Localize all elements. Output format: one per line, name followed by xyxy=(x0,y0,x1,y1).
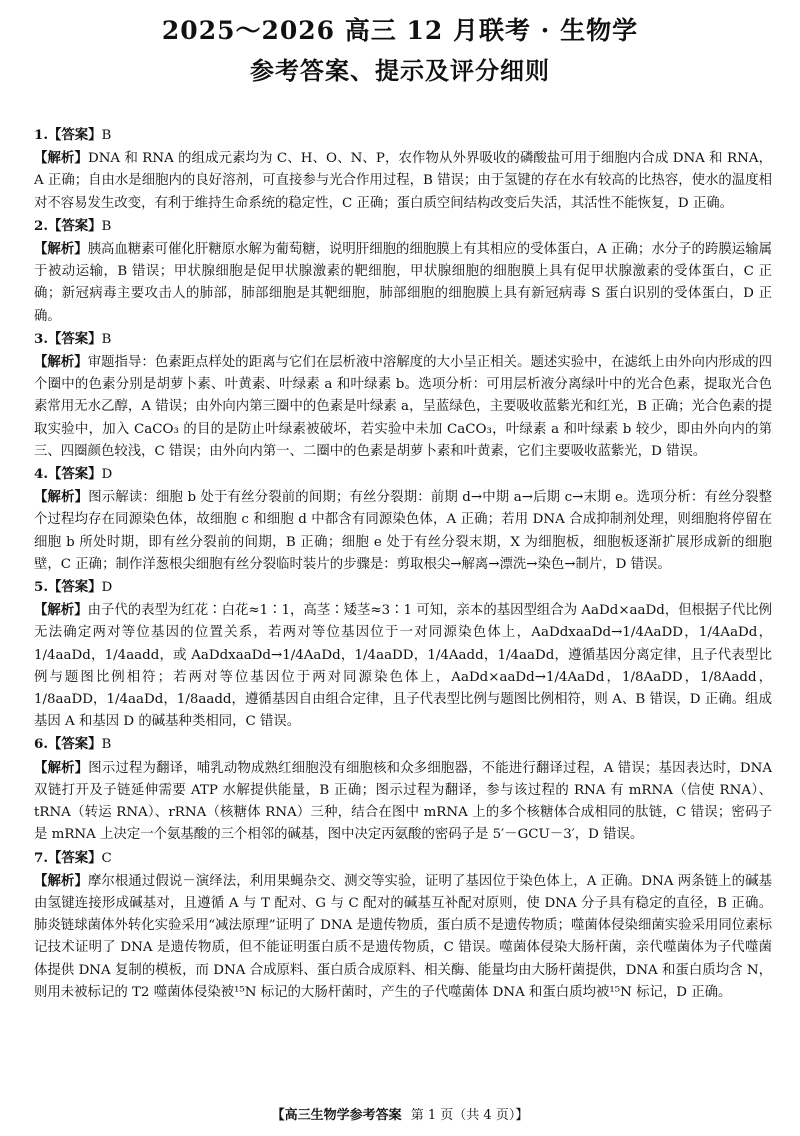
answer-label: 【答案】 xyxy=(47,849,102,866)
analysis-label: 【解析】 xyxy=(34,489,89,506)
exam-title: 2025～2026 高三 12 月联考 · 生物学 xyxy=(161,16,639,45)
answer-label: 【答案】 xyxy=(47,127,102,143)
question-7 xyxy=(34,847,772,1004)
analysis-label: 【解析】 xyxy=(34,150,88,167)
question-4 xyxy=(34,463,772,576)
analysis-text: 图示解读：细胞 b 处于有丝分裂前的间期；有丝分裂期：前期 d→中期 a→后期 c→末期 e。选项分析：有丝分裂整个过程均存在同源染色体，故细胞 c 和细胞 d 中都含有同源染色体，A 正确；若用 DNA 合成抑制剂处理，则细胞将停留在细胞 b 所处时期，即有丝分裂前的间期，B 正确；细胞 e 处于有丝分裂末期，X 为细胞板，细胞板逐渐扩展形成新的细胞壁，C 正确；制作洋葱根尖细胞有丝分裂临时装片的步骤是：剪取根尖→解离→漂洗→染色→制片，D 错误。 xyxy=(34,490,773,572)
analysis-label: 【解析】 xyxy=(34,354,88,371)
question-number: 3. xyxy=(34,330,48,347)
answer-value: B xyxy=(101,128,112,143)
question-number: 2. xyxy=(34,217,48,234)
analysis-text: DNA 和 RNA 的组成元素均为 C、H、O、N、P，农作物从外界吸收的磷酸盐可用于细胞内合成 DNA 和 RNA，A 正确；自由水是细胞内的良好溶剂，可直接参与光合作用过程，B 错误；由于氢键的存在水有较高的比热容，使水的温度相对不容易发生改变，有利于维持生命系统的稳定性，C 正确；蛋白质空间结构改变后失活，其活性不能恢复，D 正确。 xyxy=(34,151,772,211)
question-2 xyxy=(34,215,772,328)
question-1 xyxy=(34,124,772,215)
answer-label: 【答案】 xyxy=(47,330,102,347)
answer-body xyxy=(34,124,772,1004)
analysis-text: 图示过程为翻译，哺乳动物成熟红细胞没有细胞核和众多细胞器，不能进行翻译过程，A 错误；基因表达时，DNA 双链打开及子链延伸需要 ATP 水解提供能量，B 正确；图示过程为翻译，参与该过程的 RNA 有 mRNA（信使 RNA）、tRNA（转运 RNA）、rRNA（核糖体 RNA）三种，结合在图中 mRNA 上的多个核糖体合成相同的肽链，C 错误；密码子是 mRNA 上决定一个氨基酸的三个相邻的碱基，图中决定丙氨酸的密码子是 5′－GCU－3′，D 错误。 xyxy=(34,760,773,843)
exam-subtitle: 参考答案、提示及评分细则 xyxy=(250,56,550,85)
answer-value: B xyxy=(101,737,112,753)
answer-value: C xyxy=(101,850,112,866)
question-number: 6. xyxy=(34,736,48,753)
question-3 xyxy=(34,328,772,463)
question-number: 1. xyxy=(34,127,48,143)
answer-value: D xyxy=(101,580,113,596)
analysis-label: 【解析】 xyxy=(34,602,88,619)
question-5 xyxy=(34,576,772,733)
answer-label: 【答案】 xyxy=(47,217,102,234)
analysis-label: 【解析】 xyxy=(34,759,89,776)
analysis-text: 胰高血糖素可催化肝糖原水解为葡萄糖，说明肝细胞的细胞膜上有其相应的受体蛋白，A 正确；水分子的跨膜运输属于被动运输，B 错误；甲状腺细胞是促甲状腺激素的靶细胞，甲状腺细胞的细胞膜上具有促甲状腺激素的受体蛋白，C 正确；新冠病毒主要攻击人的肺部，肺部细胞是其靶细胞，肺部细胞的细胞膜上具有新冠病毒 S 蛋白识别的受体蛋白，D 正确。 xyxy=(34,242,772,324)
question-number: 4. xyxy=(34,466,48,483)
question-number: 5. xyxy=(34,579,48,596)
analysis-label: 【解析】 xyxy=(34,241,88,258)
question-6 xyxy=(34,733,772,846)
analysis-text: 由子代的表型为红花∶白花≈1∶1，高茎∶矮茎≈3∶1 可知，亲本的基因型组合为 AaDd×aaDd，但根据子代比例无法确定两对等位基因的位置关系，若两对等位基因位于一对同源染色体上，AaDdxaaDd→1/4AaDD，1/4AaDd，1/4aaDd，1/4aadd，或 AaDdxaaDd→1/4AaDd，1/4aaDD，1/4Aadd，1/4aaDd，遵循基因分离定律，且子代表型比例与题图比例相符；若两对等位基因位于两对同源染色体上，AaDd×aaDd→1/4AaDd，1/8AaDD，1/8Aadd，1/8aaDD，1/4aaDd，1/8aadd，遵循基因自由组合定律，且子代表型比例与题图比例相符，则 A、B 错误，D 正确。组成基因 A 和基因 D 的碱基种类相同，C 错误。 xyxy=(34,603,773,730)
answer-label: 【答案】 xyxy=(47,736,102,753)
answer-label: 【答案】 xyxy=(47,579,102,596)
answer-value: D xyxy=(101,467,113,483)
analysis-text: 审题指导：色素距点样处的距离与它们在层析液中溶解度的大小呈正相关。题述实验中，在滤纸上由外向内形成的四个圈中的色素分别是胡萝卜素、叶黄素、叶绿素 a 和叶绿素 b。选项分析：可用层析液分离绿叶中的光合色素，提取光合色素常用无水乙醇，A 错误；由外向内第三圈中的色素是叶绿素 a，呈蓝绿色，主要吸收蓝紫光和红光，B 正确；光合色素的提取实验中，加入 CaCO₃ 的目的是防止叶绿素被破坏，若实验中未加 CaCO₃，叶绿素 a 和叶绿素 b 较少，即由外向内的第三、四圈颜色较浅，C 错误；由外向内第一、二圈中的色素是胡萝卜素和叶黄素，它们主要吸收蓝紫光，D 错误。 xyxy=(34,355,773,459)
analysis-text: 摩尔根通过假说－演绎法，利用果蝇杂交、测交等实验，证明了基因位于染色体上，A 正确。DNA 两条链上的碱基由氢键连接形成碱基对，且遵循 A 与 T 配对、G 与 C 配对的碱基互补配对原则，使 DNA 分子具有稳定的直径，B 正确。肺炎链球菌体外转化实验采用“减法原理”证明了 DNA 是遗传物质，蛋白质不是遗传物质；噬菌体侵染细菌实验采用同位素标记技术证明了 DNA 是遗传物质，但不能证明蛋白质不是遗传物质，C 错误。噬菌体侵染大肠杆菌，亲代噬菌体为子代噬菌体提供 DNA 复制的模板，而 DNA 合成原料、蛋白质合成原料、相关酶、能量均由大肠杆菌提供，DNA 和蛋白质均含 N，则用未被标记的 T2 噬菌体侵染被¹⁵N 标记的大肠杆菌时，产生的子代噬菌体 DNA 和蛋白质均被¹⁵N 标记，D 正确。 xyxy=(34,873,772,1000)
footer-page-number: 第 1 页（共 4 页）】 xyxy=(410,1108,529,1123)
page-footer xyxy=(0,1104,800,1123)
answer-value: B xyxy=(101,218,112,234)
answer-label: 【答案】 xyxy=(47,466,102,483)
question-number: 7. xyxy=(34,849,48,866)
analysis-label: 【解析】 xyxy=(34,872,88,889)
footer-label: 【高三生物学参考答案 xyxy=(271,1108,402,1123)
answer-value: B xyxy=(101,331,112,347)
